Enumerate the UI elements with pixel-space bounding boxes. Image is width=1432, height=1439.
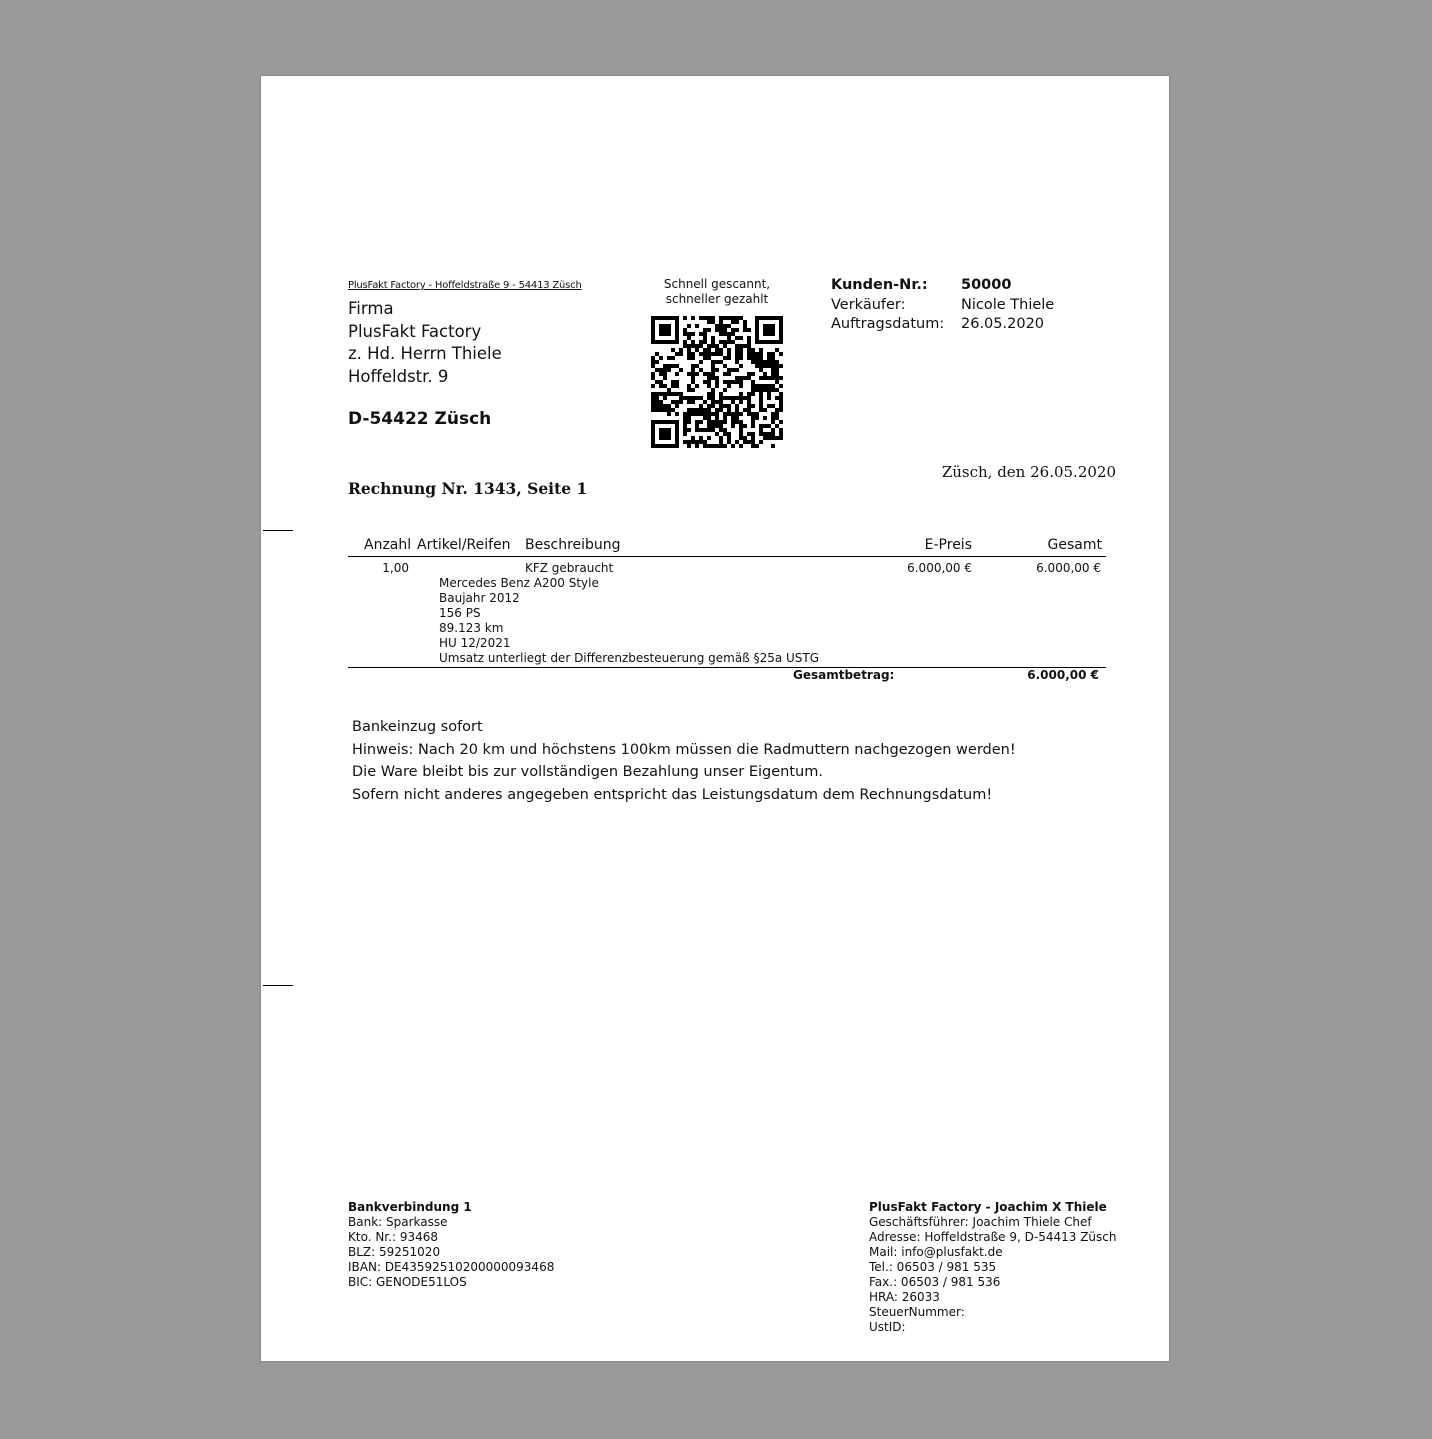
- detail-line: 156 PS: [439, 606, 481, 620]
- total-value: 6.000,00 €: [1027, 668, 1099, 682]
- qr-caption-line: schneller gezahlt: [665, 292, 769, 306]
- footer-bank-line: Kto. Nr.: 93468: [348, 1230, 438, 1244]
- footer-bank-line: Bank: Sparkasse: [348, 1215, 448, 1229]
- detail-line: Baujahr 2012: [439, 591, 520, 605]
- qr-caption: [637, 277, 797, 307]
- qr-caption-line: Schnell gescannt,: [663, 277, 771, 291]
- note-line: Sofern nicht anderes angegeben entspricht das Leistungsdatum dem Rechnungsdatum!: [352, 787, 993, 804]
- row-details: [439, 576, 819, 666]
- table-header: [348, 537, 1106, 557]
- footer-company: [869, 1200, 1116, 1335]
- notes: [352, 716, 1016, 807]
- recipient-line: Hoffeldstr. 9: [348, 366, 449, 386]
- footer-company-line: Geschäftsführer: Joachim Thiele Chef: [869, 1215, 1092, 1229]
- row-total: 6.000,00 €: [1036, 561, 1101, 575]
- column-header-unit-price: E-Preis: [924, 537, 972, 553]
- detail-line: Umsatz unterliegt der Differenzbesteuerung gemäß §25a USTG: [439, 651, 820, 665]
- footer-company-line: SteuerNummer:: [869, 1305, 965, 1319]
- footer-company-title: PlusFakt Factory - Joachim X Thiele: [869, 1200, 1107, 1214]
- invoice-title: Rechnung Nr. 1343, Seite 1: [348, 479, 588, 498]
- qr-modules: [651, 316, 783, 448]
- place-date: Züsch, den 26.05.2020: [941, 463, 1116, 481]
- footer-company-line: HRA: 26033: [869, 1290, 940, 1304]
- footer-company-line: Tel.: 06503 / 981 535: [869, 1260, 997, 1274]
- recipient-address: [348, 298, 502, 388]
- recipient-line: PlusFakt Factory: [348, 321, 482, 341]
- table-row: [348, 556, 1106, 668]
- footer-bank-line: BLZ: 59251020: [348, 1245, 441, 1259]
- seller-label: Verkäufer:: [831, 296, 906, 313]
- note-line: Bankeinzug sofort: [352, 719, 483, 735]
- order-date-label: Auftragsdatum:: [831, 316, 945, 332]
- note-line: Die Ware bleibt bis zur vollständigen Bezahlung unser Eigentum.: [352, 764, 823, 781]
- footer-company-line: Fax.: 06503 / 981 536: [869, 1275, 1001, 1289]
- footer-company-line: UstID:: [869, 1320, 906, 1334]
- detail-line: 89.123 km: [439, 621, 504, 635]
- qr-code-icon: [651, 316, 783, 448]
- detail-line: HU 12/2021: [439, 636, 511, 650]
- invoice-page: [260, 75, 1170, 1362]
- footer-bank-title: Bankverbindung 1: [348, 1200, 472, 1214]
- customer-number-label: Kunden-Nr.:: [831, 277, 928, 293]
- detail-line: Mercedes Benz A200 Style: [439, 576, 599, 590]
- footer-bank: [348, 1200, 554, 1290]
- seller-value: Nicole Thiele: [961, 296, 1055, 313]
- row-unit-price: 6.000,00 €: [907, 561, 972, 575]
- footer-bank-line: IBAN: DE43592510200000093468: [348, 1260, 555, 1274]
- column-header-article: Artikel/Reifen: [417, 537, 511, 553]
- fold-mark-bottom: [263, 985, 293, 986]
- customer-info: [831, 276, 1054, 335]
- column-header-total: Gesamt: [1047, 537, 1102, 553]
- note-line: Hinweis: Nach 20 km und höchstens 100km müssen die Radmuttern nachgezogen werden!: [352, 741, 1016, 758]
- footer-bank-line: BIC: GENODE51LOS: [348, 1275, 467, 1289]
- order-date-value: 26.05.2020: [961, 316, 1045, 332]
- recipient-line: z. Hd. Herrn Thiele: [348, 344, 502, 363]
- sender-line: PlusFakt Factory - Hoffeldstraße 9 - 54413 Züsch: [348, 280, 582, 291]
- footer-company-line: Mail: info@plusfakt.de: [869, 1245, 1003, 1259]
- recipient-line: Firma: [348, 299, 394, 318]
- row-description: KFZ gebraucht: [525, 561, 614, 575]
- column-header-description: Beschreibung: [525, 537, 621, 553]
- total-label: Gesamtbetrag:: [793, 668, 895, 682]
- customer-number-value: 50000: [961, 277, 1012, 293]
- recipient-city: D-54422 Züsch: [348, 409, 492, 429]
- fold-mark-top: [263, 530, 293, 531]
- column-header-qty: Anzahl: [364, 537, 412, 553]
- footer-company-line: Adresse: Hoffeldstraße 9, D-54413 Züsch: [869, 1230, 1117, 1244]
- row-qty: 1,00: [382, 561, 409, 575]
